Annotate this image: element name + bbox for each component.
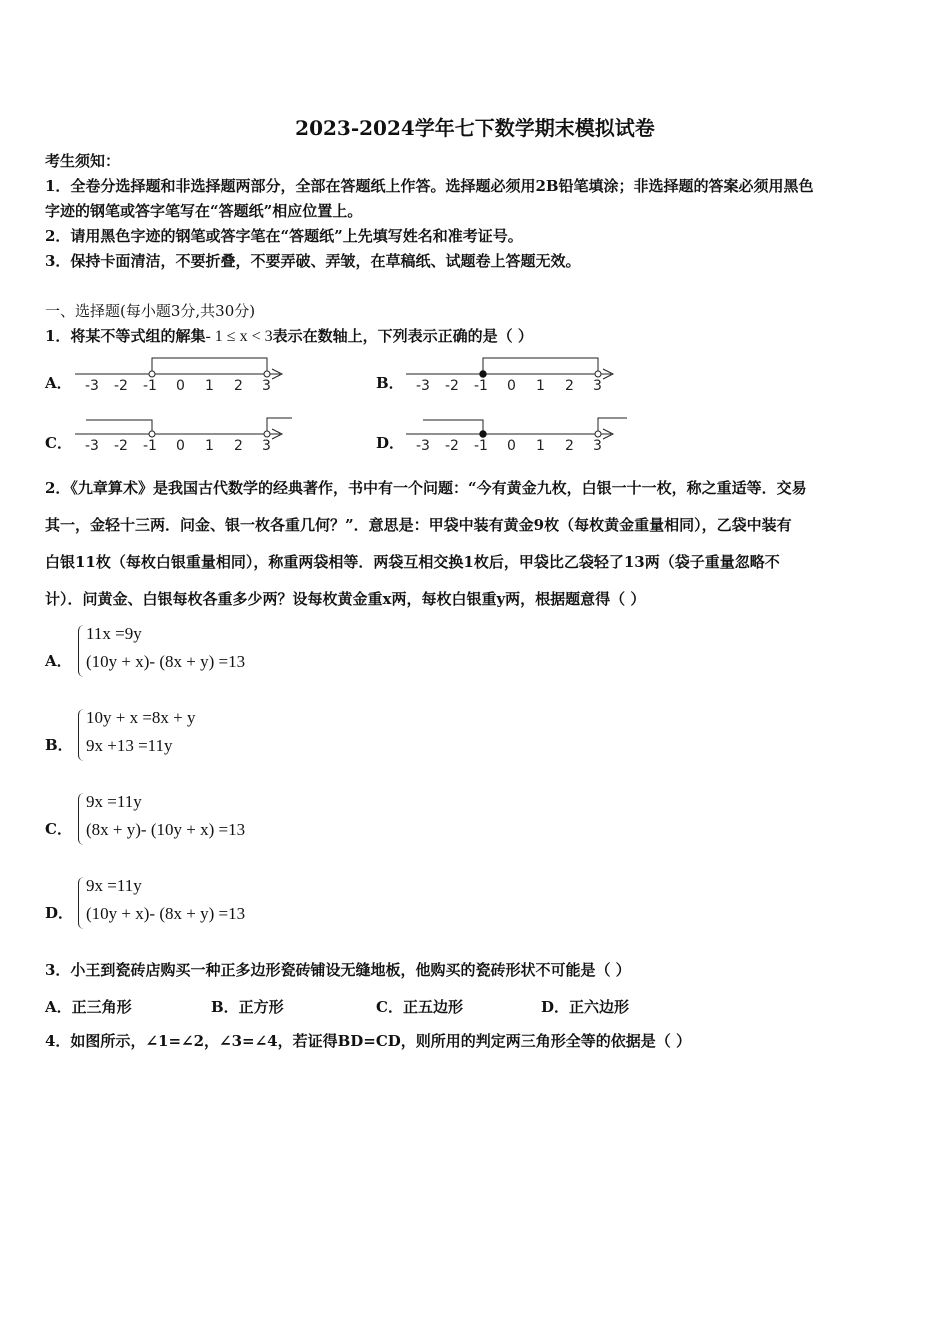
tick-label: -1 <box>474 438 488 454</box>
q2-option-d-label: D． <box>45 904 74 922</box>
tick-label: 1 <box>205 438 214 454</box>
tick-label: 0 <box>176 438 185 454</box>
q2-option-d-eq2: (10y + x)- (8x + y) =13 <box>86 904 246 923</box>
tick-label: 0 <box>176 378 185 394</box>
notice-item: 1．全卷分选择题和非选择题两部分，全部在答题纸上作答。选择题必须用2B铅笔填涂；非选择题的答案必须用黑色 <box>45 177 814 195</box>
tick-label: 2 <box>565 378 574 394</box>
tick-label: 2 <box>234 438 243 454</box>
tick-label: 3 <box>593 438 602 454</box>
tick-label: 3 <box>593 378 602 394</box>
option-c-label: C． <box>45 434 72 452</box>
notice-item: 2．请用黑色字迹的钢笔或答字笔在“答题纸”上先填写姓名和准考证号。 <box>45 227 523 245</box>
q2-option-a-eq2: (10y + x)- (8x + y) =13 <box>86 652 246 671</box>
q3-option-a: A．正三角形 <box>45 998 132 1016</box>
number-line-c <box>70 412 300 456</box>
option-b-label: B． <box>376 374 404 392</box>
question-2-line: 其一，金轻十三两．问金、银一枚各重几何？”．意思是：甲袋中装有黄金9枚（每枚黄金重量相同），乙袋中装有 <box>45 516 792 534</box>
tick-label: 1 <box>536 378 545 394</box>
page-title: 2023-2024学年七下数学期末模拟试卷 <box>295 116 655 140</box>
q2-option-c-label: C． <box>45 820 72 838</box>
tick-label: 2 <box>565 438 574 454</box>
tick-label: -1 <box>474 378 488 394</box>
q2-option-c-eq1: 9x =11y <box>86 792 142 811</box>
tick-label: -3 <box>85 378 99 394</box>
tick-label: 1 <box>536 438 545 454</box>
tick-label: 3 <box>262 438 271 454</box>
question-1-prefix: 1．将某不等式组的解集 <box>45 327 206 345</box>
q3-option-d: D．正六边形 <box>541 998 630 1016</box>
tick-label: -2 <box>445 438 459 454</box>
tick-label: -2 <box>114 438 128 454</box>
tick-label: -2 <box>445 378 459 394</box>
question-2-line: 白银11枚（每枚白银重量相同），称重两袋相等．两袋互相交换1枚后，甲袋比乙袋轻了13两（袋子重量忽略不 <box>45 553 780 571</box>
q2-option-b-eq2: 9x +13 =11y <box>86 736 173 755</box>
notice-item: 字迹的钢笔或答字笔写在“答题纸”相应位置上。 <box>45 202 363 220</box>
q2-option-c-eq2: (8x + y)- (10y + x) =13 <box>86 820 246 839</box>
notice-heading: 考生须知： <box>45 152 121 170</box>
question-1-suffix: 表示在数轴上，下列表示正确的是（ ） <box>272 327 533 345</box>
q3-option-b: B．正方形 <box>211 998 284 1016</box>
section-heading: 一、选择题(每小题3分,共30分) <box>45 302 256 320</box>
q2-option-a-label: A． <box>45 652 72 670</box>
tick-label: -2 <box>114 378 128 394</box>
tick-label: 0 <box>507 438 516 454</box>
tick-label: -3 <box>416 378 430 394</box>
q2-option-b-label: B． <box>45 736 73 754</box>
option-a-label: A． <box>45 374 72 392</box>
inequality-expression: - 1 ≤ x < 3 <box>205 328 273 345</box>
tick-label: -3 <box>416 438 430 454</box>
question-4-stem: 4．如图所示，∠1=∠2，∠3=∠4，若证得BD=CD，则所用的判定两三角形全等的依据是（ ） <box>45 1032 692 1050</box>
tick-label: 0 <box>507 378 516 394</box>
tick-label: -1 <box>143 378 157 394</box>
question-2-line: 2．《九章算术》是我国古代数学的经典著作，书中有一个问题：“今有黄金九枚，白银一十一枚，称之重适等．交易 <box>45 479 807 497</box>
tick-label: -3 <box>85 438 99 454</box>
question-3-stem: 3．小王到瓷砖店购买一种正多边形瓷砖铺设无缝地板，他购买的瓷砖形状不可能是（ ） <box>45 961 631 979</box>
q3-option-c: C．正五边形 <box>376 998 463 1016</box>
q2-option-a-eq1: 11x =9y <box>86 624 142 643</box>
q2-option-d-eq1: 9x =11y <box>86 876 142 895</box>
question-1-stem <box>45 325 533 348</box>
notice-item: 3．保持卡面清洁，不要折叠，不要弄破、弄皱，在草稿纸、试题卷上答题无效。 <box>45 252 581 270</box>
number-line-d <box>401 412 631 456</box>
option-d-label: D． <box>376 434 405 452</box>
q2-option-b-eq1: 10y + x =8x + y <box>86 708 196 727</box>
tick-label: -1 <box>143 438 157 454</box>
number-line-b <box>401 352 626 396</box>
tick-label: 2 <box>234 378 243 394</box>
number-line-a <box>70 352 295 396</box>
question-2-line: 计）．问黄金、白银每枚各重多少两？设每枚黄金重x两，每枚白银重y两，根据题意得（ ） <box>45 590 646 608</box>
tick-label: 3 <box>262 378 271 394</box>
tick-label: 1 <box>205 378 214 394</box>
